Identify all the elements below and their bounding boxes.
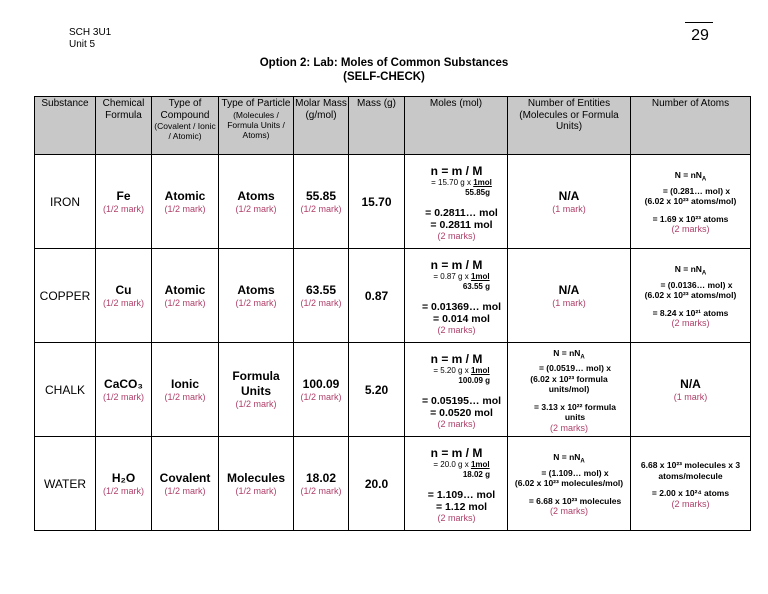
table-row bbox=[35, 249, 751, 343]
particle-text: Formula Units bbox=[232, 369, 280, 398]
substance-name bbox=[35, 249, 96, 343]
moles-result: = 0.01369… mol bbox=[421, 301, 502, 313]
molar-mass-cell bbox=[294, 437, 349, 531]
course-code bbox=[69, 27, 111, 51]
count-line-3: (6.02 x 10²³ formula units/mol) bbox=[530, 373, 608, 395]
particle-cell bbox=[219, 437, 294, 531]
molar-mass-cell bbox=[294, 155, 349, 249]
moles-denominator: 18.02 g bbox=[462, 470, 490, 479]
moles-formula: n = m / M bbox=[430, 352, 483, 366]
entities-cell bbox=[508, 437, 631, 531]
moles-numerator: 1mol bbox=[470, 460, 490, 469]
col-atoms: Number of Atoms bbox=[631, 97, 751, 155]
table-row bbox=[35, 155, 751, 249]
compound-text: Atomic bbox=[164, 282, 206, 297]
count-mark: (2 marks) bbox=[550, 506, 588, 517]
count-line-2: = (0.281… mol) x bbox=[662, 185, 731, 196]
particle-mark: (1/2 mark) bbox=[235, 399, 277, 409]
na-mark: (1 mark) bbox=[552, 297, 586, 308]
count-formula: $N = nN_A$ bbox=[553, 452, 585, 466]
mass-text: 15.70 bbox=[361, 194, 392, 209]
moles-rounded: = 1.12 mol bbox=[435, 501, 488, 513]
mass-cell bbox=[349, 249, 405, 343]
na-mark: (1 mark) bbox=[673, 391, 708, 402]
particle-text: Molecules bbox=[226, 470, 286, 485]
unit-line: Unit 5 bbox=[69, 39, 96, 50]
moles-mark: (2 marks) bbox=[437, 419, 476, 429]
col-formula: Chemical Formula bbox=[96, 97, 152, 155]
formula-text: CaCO₃ bbox=[104, 376, 143, 391]
count-result: = 1.69 x 10²³ atoms bbox=[652, 213, 729, 224]
count-mark: (2 marks) bbox=[671, 318, 710, 329]
formula-mark: (1/2 mark) bbox=[102, 203, 144, 214]
formula-cell bbox=[96, 155, 152, 249]
compound-cell bbox=[152, 343, 219, 437]
mass-text: 20.0 bbox=[364, 476, 389, 491]
entities-cell bbox=[508, 343, 631, 437]
molar-mass-text: 18.02 bbox=[305, 470, 337, 485]
count-mark: (2 marks) bbox=[671, 224, 710, 235]
moles-result: = 0.05195… mol bbox=[421, 395, 502, 407]
col-particle bbox=[219, 97, 294, 155]
col-particle-label: Type of Particle bbox=[221, 98, 291, 109]
substance-name bbox=[35, 343, 96, 437]
count-result: = 8.24 x 10²¹ atoms bbox=[652, 307, 729, 318]
formula-cell bbox=[96, 249, 152, 343]
atoms-cell bbox=[631, 343, 751, 437]
formula-text: Fe bbox=[116, 188, 131, 203]
not-applicable: N/A bbox=[558, 282, 580, 297]
substance-name bbox=[35, 155, 96, 249]
count-line-3: (6.02 x 10²³ atoms/mol) bbox=[644, 290, 737, 301]
na-mark: (1 mark) bbox=[552, 203, 586, 214]
course-line: SCH 3U1 bbox=[69, 27, 112, 38]
substance-text: WATER bbox=[44, 476, 86, 491]
col-mass: Mass (g) bbox=[349, 97, 405, 155]
particle-mark: (1/2 mark) bbox=[235, 297, 277, 308]
compound-mark: (1/2 mark) bbox=[164, 391, 206, 402]
molar-mass-mark: (1/2 mark) bbox=[300, 485, 342, 496]
substance-text: COPPER bbox=[39, 288, 91, 303]
not-applicable: N/A bbox=[558, 188, 580, 203]
moles-result: = 0.2811… mol bbox=[425, 207, 498, 219]
formula-cell bbox=[96, 437, 152, 531]
page-number-rule bbox=[685, 22, 713, 23]
count-formula: $N = nN_A$ bbox=[674, 170, 707, 184]
mass-cell bbox=[349, 155, 405, 249]
col-entities: Number of Entities (Molecules or Formula Units) bbox=[508, 97, 631, 155]
mass-text: 5.20 bbox=[364, 382, 389, 397]
compound-cell bbox=[152, 155, 219, 249]
table-row bbox=[35, 437, 751, 531]
count-result: = 6.68 x 10²³ molecules bbox=[528, 495, 622, 506]
moles-formula: n = m / M bbox=[430, 446, 483, 460]
substance-text: IRON bbox=[50, 194, 80, 209]
page-number: 29 bbox=[691, 27, 709, 44]
col-compound-label: Type of Compound bbox=[160, 98, 210, 121]
table-row bbox=[35, 343, 751, 437]
count-result: = 2.00 x 10²⁴ atoms bbox=[651, 488, 730, 498]
atoms-cell bbox=[631, 437, 751, 531]
entities-cell bbox=[508, 249, 631, 343]
moles-denominator: 63.55 g bbox=[462, 282, 490, 291]
compound-cell bbox=[152, 249, 219, 343]
count-formula: $N = nN_A$ bbox=[674, 264, 707, 278]
atoms-cell bbox=[631, 249, 751, 343]
moles-mark: (2 marks) bbox=[437, 231, 476, 241]
formula-mark: (1/2 mark) bbox=[102, 391, 144, 402]
moles-result: = 1.109… mol bbox=[427, 489, 496, 501]
molar-mass-text: 63.55 bbox=[305, 282, 337, 297]
col-compound-note: (Covalent / Ionic / Atomic) bbox=[154, 121, 216, 141]
particle-mark: (1/2 mark) bbox=[235, 485, 277, 496]
mass-text: 0.87 bbox=[364, 288, 389, 303]
count-formula: $N = nN_A$ bbox=[553, 347, 585, 361]
moles-calculation bbox=[409, 460, 504, 480]
mass-cell bbox=[349, 437, 405, 531]
substance-name bbox=[35, 437, 96, 531]
count-result: = 3.13 x 10²² formula units bbox=[534, 401, 616, 423]
molar-mass-mark: (1/2 mark) bbox=[300, 391, 342, 402]
moles-numerator: 1mol bbox=[473, 178, 492, 187]
molar-mass-mark: (1/2 mark) bbox=[300, 297, 342, 308]
moles-mark: (2 marks) bbox=[437, 513, 476, 523]
particle-cell bbox=[219, 249, 294, 343]
count-line-2: = (0.0136… mol) x bbox=[660, 279, 733, 290]
col-substance: Substance bbox=[35, 97, 96, 155]
count-mark: (2 marks) bbox=[550, 422, 588, 433]
moles-calculation bbox=[409, 366, 504, 386]
moles-rounded: = 0.2811 mol bbox=[430, 219, 493, 231]
moles-calc-text: = 5.20 g x bbox=[433, 366, 469, 375]
document-title bbox=[0, 56, 768, 84]
moles-mark: (2 marks) bbox=[437, 325, 476, 335]
moles-rounded: = 0.0520 mol bbox=[430, 407, 493, 419]
particle-text: Atoms bbox=[237, 188, 275, 203]
compound-cell bbox=[152, 437, 219, 531]
moles-formula: n = m / M bbox=[430, 258, 483, 272]
moles-denominator: 100.09 g bbox=[458, 376, 490, 385]
formula-text: Cu bbox=[115, 282, 132, 297]
col-particle-note: (Molecules / Formula Units / Atoms) bbox=[227, 109, 285, 140]
compound-text: Atomic bbox=[164, 188, 206, 203]
molar-mass-mark: (1/2 mark) bbox=[300, 203, 342, 214]
moles-cell bbox=[405, 343, 508, 437]
moles-table bbox=[34, 96, 751, 531]
moles-denominator: 55.85g bbox=[465, 188, 490, 197]
particle-mark: (1/2 mark) bbox=[235, 203, 277, 214]
moles-calculation bbox=[409, 272, 504, 292]
header-row bbox=[35, 97, 751, 155]
col-compound bbox=[152, 97, 219, 155]
col-molar-mass: Molar Mass (g/mol) bbox=[294, 97, 349, 155]
molar-mass-text: 55.85 bbox=[305, 188, 337, 203]
moles-calc-text: = 20.0 g x bbox=[433, 460, 469, 469]
moles-formula: n = m / M bbox=[430, 164, 483, 178]
particle-text: Atoms bbox=[237, 282, 275, 297]
count-line-3: (6.02 x 10²³ atoms/mol) bbox=[644, 196, 737, 207]
moles-calc-text: = 15.70 g x bbox=[431, 178, 471, 187]
compound-text: Covalent bbox=[159, 470, 211, 485]
title-line: Option 2: Lab: Moles of Common Substances bbox=[259, 57, 509, 69]
formula-mark: (1/2 mark) bbox=[102, 297, 144, 308]
particle-cell bbox=[219, 155, 294, 249]
particle-cell bbox=[219, 343, 294, 437]
formula-mark: (1/2 mark) bbox=[102, 485, 144, 496]
count-line-1: 6.68 x 10²³ molecules x 3 atoms/molecule bbox=[640, 460, 741, 481]
moles-rounded: = 0.014 mol bbox=[433, 313, 490, 325]
mass-cell bbox=[349, 343, 405, 437]
count-mark: (2 marks) bbox=[671, 498, 710, 509]
count-line-3: (6.02 x 10²³ molecules/mol) bbox=[514, 478, 624, 489]
atoms-cell bbox=[631, 155, 751, 249]
moles-calc-text: = 0.87 g x bbox=[433, 272, 469, 281]
formula-text: H₂O bbox=[111, 470, 136, 485]
col-moles: Moles (mol) bbox=[405, 97, 508, 155]
substance-text: CHALK bbox=[44, 382, 85, 397]
moles-calculation bbox=[409, 178, 504, 198]
moles-numerator: 1mol bbox=[470, 366, 490, 375]
moles-cell bbox=[405, 155, 508, 249]
compound-mark: (1/2 mark) bbox=[164, 203, 206, 214]
compound-text: Ionic bbox=[170, 376, 199, 391]
formula-cell bbox=[96, 343, 152, 437]
compound-mark: (1/2 mark) bbox=[164, 297, 206, 308]
molar-mass-cell bbox=[294, 343, 349, 437]
count-line-2: = (0.0519… mol) x bbox=[538, 363, 612, 374]
compound-mark: (1/2 mark) bbox=[164, 485, 206, 496]
subtitle-line: (SELF-CHECK) bbox=[343, 71, 425, 83]
moles-cell bbox=[405, 437, 508, 531]
moles-numerator: 1mol bbox=[470, 272, 490, 281]
molar-mass-text: 100.09 bbox=[302, 376, 340, 391]
entities-cell bbox=[508, 155, 631, 249]
moles-cell bbox=[405, 249, 508, 343]
not-applicable: N/A bbox=[680, 376, 701, 391]
molar-mass-cell bbox=[294, 249, 349, 343]
count-line-2: = (1.109… mol) x bbox=[541, 467, 609, 478]
